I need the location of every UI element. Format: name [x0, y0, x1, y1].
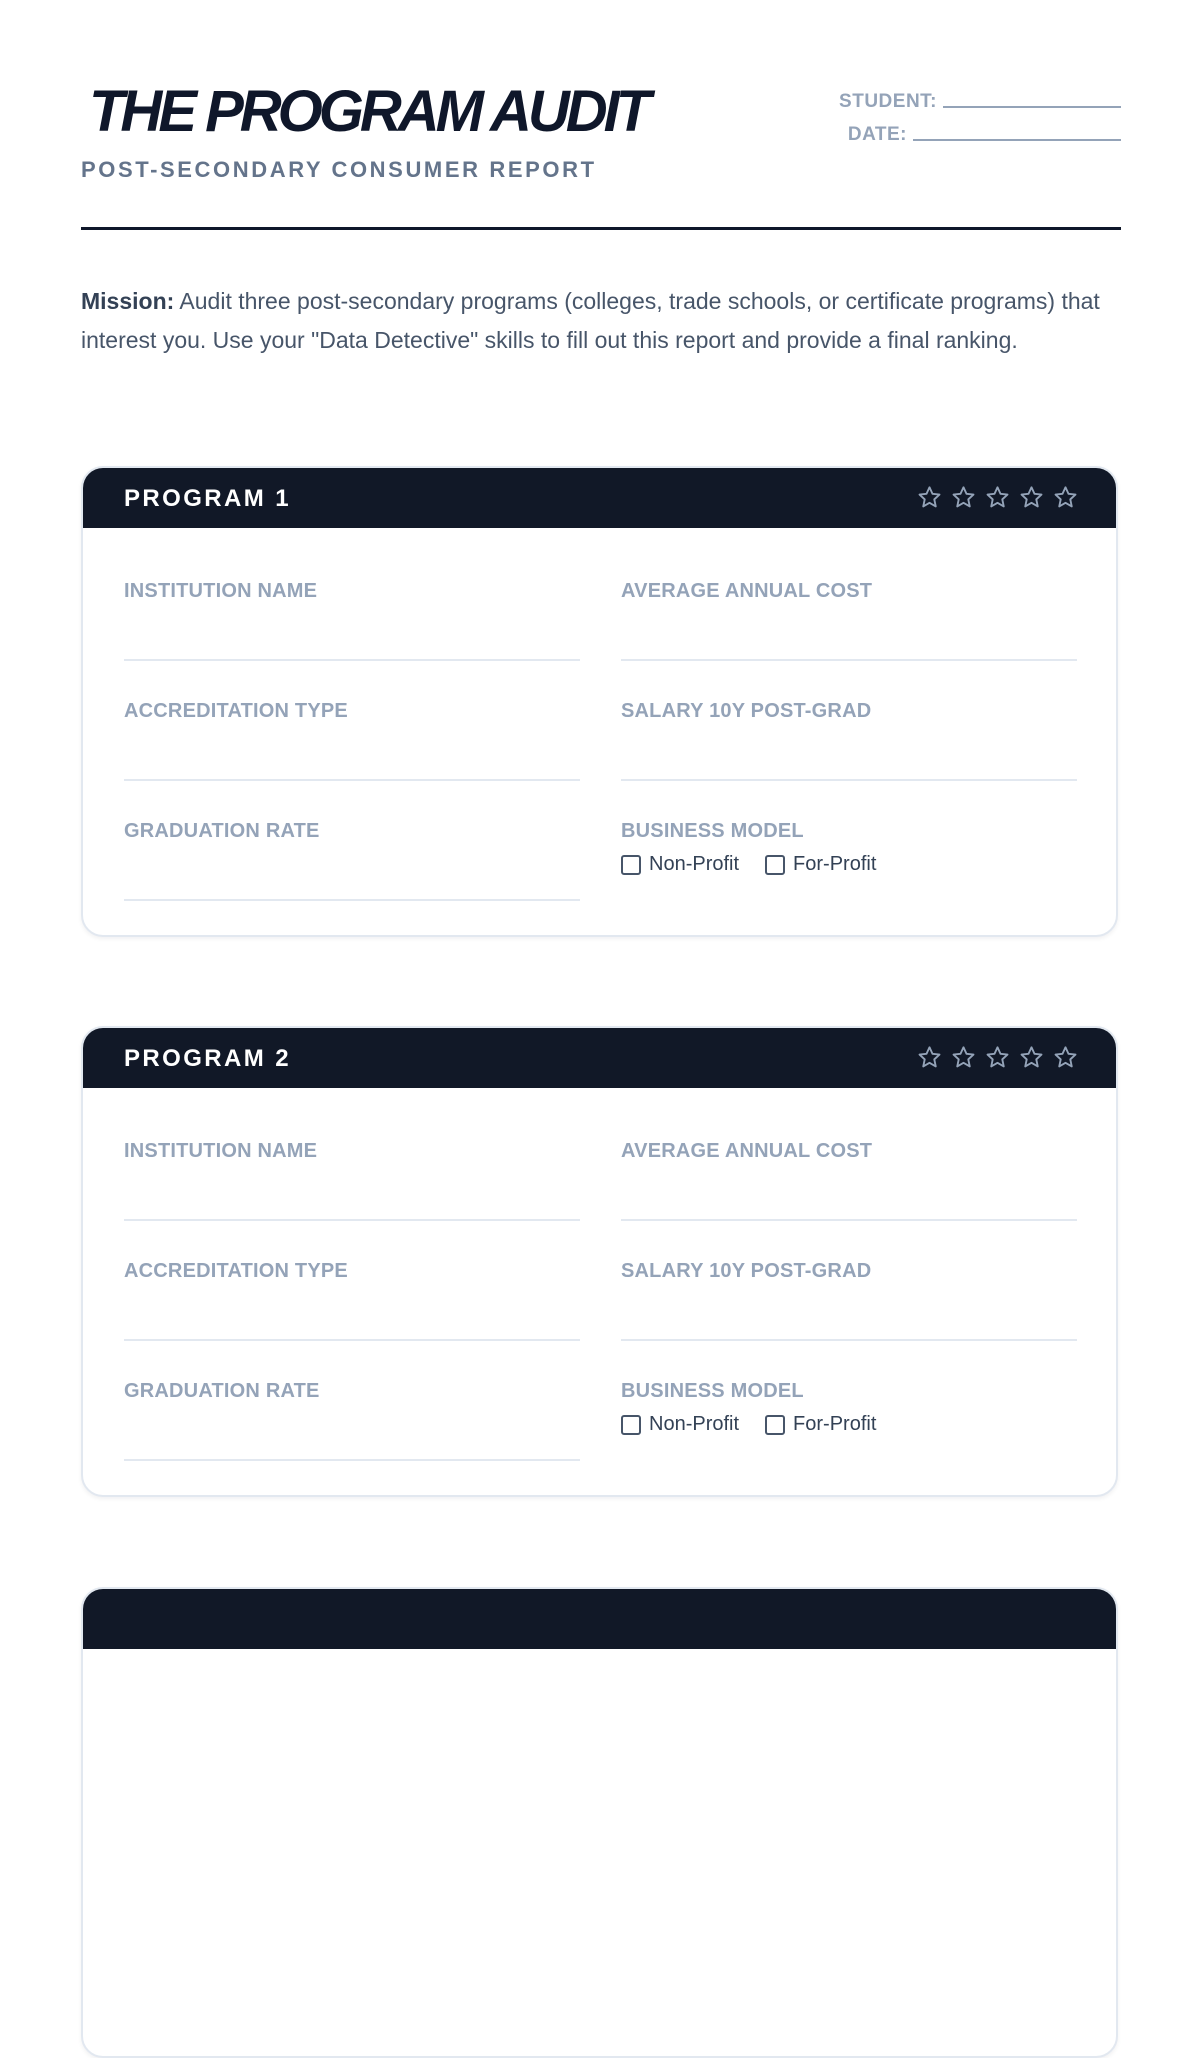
non-profit-option[interactable]: [621, 1413, 739, 1436]
business-model-field: [621, 1328, 1077, 1448]
for-profit-label: For-Profit: [793, 853, 877, 875]
student-meta: [801, 80, 1121, 146]
institution-name-label: INSTITUTION NAME: [124, 1140, 318, 1162]
header-divider: [81, 227, 1121, 230]
star-icon[interactable]: [917, 485, 942, 510]
business-model-options: [621, 1413, 876, 1436]
student-label: STUDENT:: [839, 91, 937, 112]
checkbox-icon[interactable]: [621, 1415, 641, 1435]
date-label: DATE:: [847, 124, 907, 145]
star-rating: [917, 1045, 1078, 1070]
star-icon[interactable]: [1019, 1045, 1044, 1070]
graduation-rate-label: GRADUATION RATE: [124, 1380, 320, 1402]
star-rating: [917, 485, 1078, 510]
salary-field[interactable]: [621, 1208, 1077, 1328]
star-icon[interactable]: [1053, 485, 1078, 510]
accreditation-type-label: ACCREDITATION TYPE: [124, 700, 348, 722]
program-header: [83, 468, 1116, 528]
non-profit-label: Non-Profit: [649, 853, 740, 875]
mission-text: Audit three post-secondary programs (colleges, trade schools, or certificate programs) that interest you. Use your "Data Detective" skills to fill out this report and provide a final ranking.: [81, 288, 1100, 353]
program-card: [81, 1587, 1118, 2058]
checkbox-icon[interactable]: [621, 855, 641, 875]
institution-name-field[interactable]: [124, 1088, 580, 1208]
average-annual-cost-label: AVERAGE ANNUAL COST: [621, 580, 873, 602]
for-profit-label: For-Profit: [793, 1413, 877, 1435]
date-field[interactable]: [913, 139, 1121, 141]
business-model-options: [621, 853, 876, 876]
star-icon[interactable]: [985, 1045, 1010, 1070]
business-model-label: BUSINESS MODEL: [621, 820, 804, 842]
page-subtitle: POST-SECONDARY CONSUMER REPORT: [81, 157, 597, 182]
accreditation-type-field[interactable]: [124, 1208, 580, 1328]
salary-label: SALARY 10Y POST-GRAD: [621, 1260, 872, 1282]
salary-field[interactable]: [621, 648, 1077, 768]
star-icon[interactable]: [917, 1045, 942, 1070]
checkbox-icon[interactable]: [765, 1415, 785, 1435]
mission-statement: [81, 282, 1121, 359]
star-icon[interactable]: [1053, 1045, 1078, 1070]
average-annual-cost-field[interactable]: [621, 1088, 1077, 1208]
student-row: [801, 80, 1121, 113]
accreditation-type-field[interactable]: [124, 648, 580, 768]
average-annual-cost-label: AVERAGE ANNUAL COST: [621, 1140, 873, 1162]
for-profit-option[interactable]: [765, 1413, 876, 1436]
institution-name-field[interactable]: [124, 528, 580, 648]
program-card: [81, 1026, 1118, 1497]
average-annual-cost-field[interactable]: [621, 528, 1077, 648]
program-title: PROGRAM 1: [124, 485, 291, 512]
mission-label: Mission:: [81, 288, 175, 314]
page-title: THE PROGRAM AUDIT: [89, 79, 648, 144]
star-icon[interactable]: [985, 485, 1010, 510]
salary-label: SALARY 10Y POST-GRAD: [621, 700, 872, 722]
business-model-field: [621, 768, 1077, 888]
star-icon[interactable]: [951, 1045, 976, 1070]
institution-name-label: INSTITUTION NAME: [124, 580, 318, 602]
header: [81, 80, 1121, 230]
program-title: PROGRAM 2: [124, 1045, 291, 1072]
student-field[interactable]: [943, 106, 1121, 108]
field-underline: [124, 1459, 580, 1461]
accreditation-type-label: ACCREDITATION TYPE: [124, 1260, 348, 1282]
program-card: [81, 466, 1118, 937]
non-profit-label: Non-Profit: [649, 1413, 740, 1435]
star-icon[interactable]: [951, 485, 976, 510]
graduation-rate-field[interactable]: [124, 768, 580, 888]
for-profit-option[interactable]: [765, 853, 876, 876]
program-header: [83, 1589, 1116, 1649]
non-profit-option[interactable]: [621, 853, 739, 876]
checkbox-icon[interactable]: [765, 855, 785, 875]
field-underline: [124, 899, 580, 901]
date-row: [801, 113, 1121, 146]
program-header: [83, 1028, 1116, 1088]
graduation-rate-label: GRADUATION RATE: [124, 820, 320, 842]
graduation-rate-field[interactable]: [124, 1328, 580, 1448]
business-model-label: BUSINESS MODEL: [621, 1380, 804, 1402]
star-icon[interactable]: [1019, 485, 1044, 510]
